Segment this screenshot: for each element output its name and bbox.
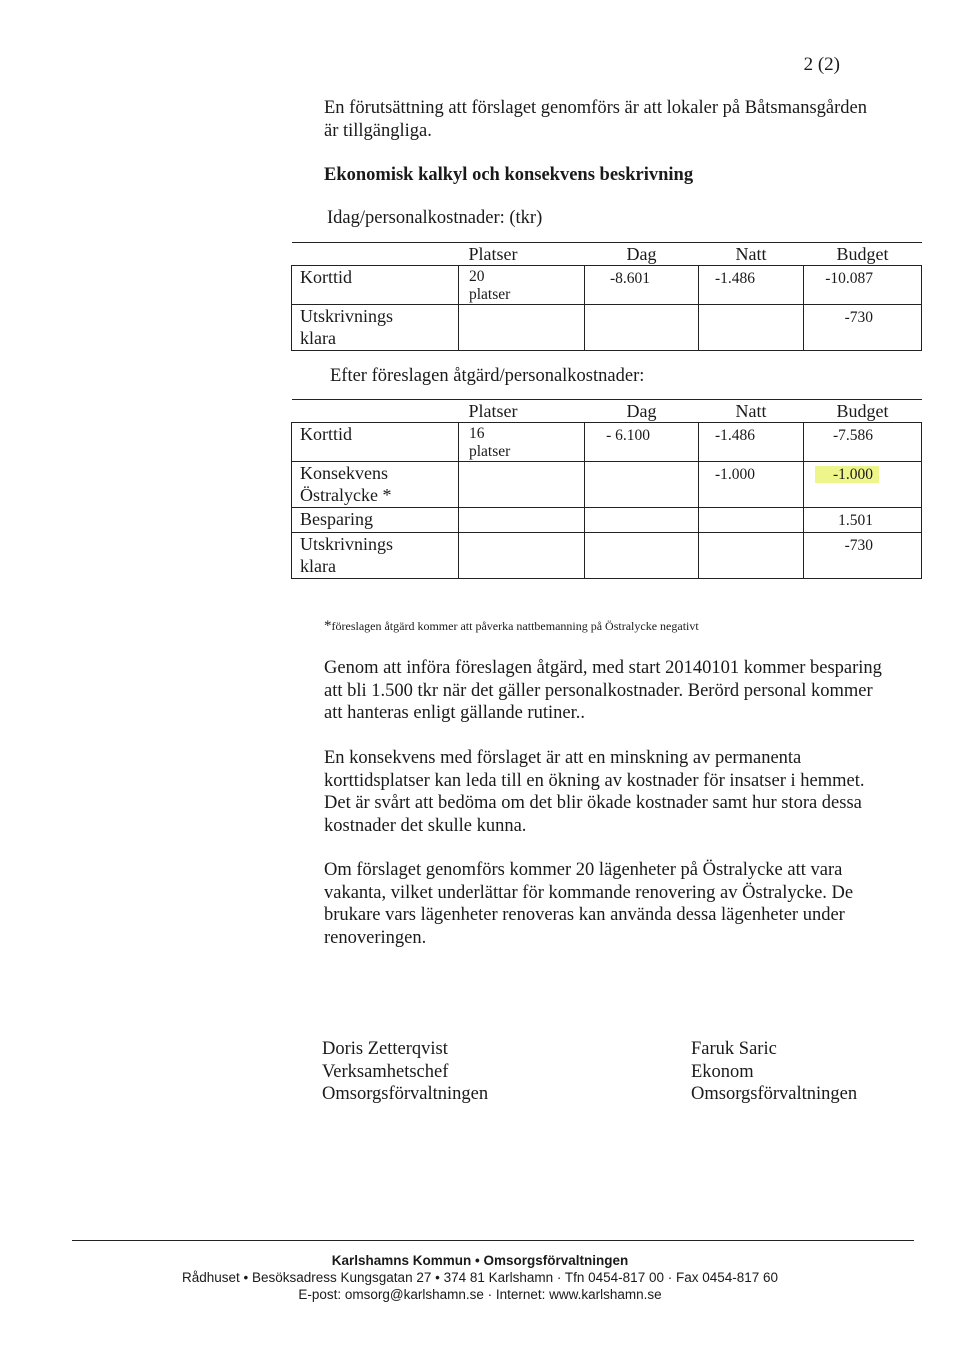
budget-value: -10.087 [804,266,922,305]
budget-value: -7.586 [804,423,922,462]
signature-org: Omsorgsförvaltningen [691,1084,858,1104]
table1-header-empty [292,243,459,266]
empty-cell [699,533,804,579]
table-current-costs [291,242,922,351]
row-label-line2: klara [300,328,336,348]
table2-header-dag: Dag [585,400,699,423]
table-row [292,533,922,579]
platser-unit: platser [469,443,511,460]
signature-title: Ekonom [691,1061,754,1082]
platser-number: 20 [469,268,485,285]
empty-cell [459,533,585,579]
platser-unit: platser [469,286,511,303]
signature-left [322,1038,488,1106]
empty-cell [585,305,699,351]
footnote-star: * [324,618,332,634]
row-label-line1: Konsekvens [300,463,388,483]
dag-value: - 6.100 [585,423,699,462]
section-heading: Ekonomisk kalkyl och konsekvens beskrivning [324,165,694,185]
footer [0,1252,960,1303]
paragraph-consequence: En konsekvens med förslaget är att en minskning av permanenta korttidsplatser kan leda till en ökning av kostnader för insatser i hemmet. Det är svårt att bedöma om det blir ökade kostnader samt hur stora dessa kostnader det skulle kunna. [324,748,865,836]
signature-right [691,1038,857,1106]
table2-header-platser: Platser [459,400,585,423]
table2-title: Efter föreslagen åtgärd/personalkostnader: [330,366,645,386]
empty-cell [459,508,585,533]
budget-value: 1.501 [804,508,922,533]
table-after-costs [291,399,922,579]
table1-header-natt: Natt [699,243,804,266]
signature-title: Verksamhetschef [322,1061,449,1082]
table-row [292,266,922,305]
row-label [292,305,459,351]
platser-cell [459,423,585,462]
intro-paragraph: En förutsättning att förslaget genomförs är att lokaler på Båtsmansgården är tillgängliga. [324,98,868,141]
footer-address: Rådhuset • Besöksadress Kungsgatan 27 • 374 81 Karlshamn · Tfn 0454-817 00 · Fax 0454-817 60 [181,1270,779,1285]
natt-value: -1.486 [699,423,804,462]
row-label-line2: klara [300,556,336,576]
dag-value: -8.601 [585,266,699,305]
row-label [292,533,459,579]
natt-value: -1.000 [699,462,804,508]
table1-header-dag: Dag [585,243,699,266]
empty-cell [699,305,804,351]
platser-cell [459,266,585,305]
empty-cell [459,462,585,508]
signature-org: Omsorgsförvaltningen [322,1084,489,1104]
empty-cell [585,508,699,533]
budget-value: -730 [804,305,922,351]
footer-contact: E-post: omsorg@karlshamn.se · Internet: www.karlshamn.se [298,1287,662,1302]
table2-header-natt: Natt [699,400,804,423]
footnote-text: föreslagen åtgärd kommer att påverka nattbemanning på Östralycke negativt [331,619,699,633]
empty-cell [585,462,699,508]
table2-header-row [292,400,922,423]
page-number: 2 (2) [803,54,840,75]
table-row [292,423,922,462]
table1-title: Idag/personalkostnader: (tkr) [327,208,543,228]
row-label-line1: Utskrivnings [300,534,394,554]
footer-organization: Karlshamns Kommun • Omsorgsförvaltningen [331,1253,629,1268]
footer-divider [72,1240,914,1241]
table2-header-empty [292,400,459,423]
row-label [292,462,459,508]
table1-header-budget: Budget [804,243,922,266]
signature-name: Doris Zetterqvist [322,1039,448,1059]
paragraph-savings: Genom att införa föreslagen åtgärd, med start 20140101 kommer besparing att bli 1.500 tkr när det gäller personalkostnader. Berörd personal kommer att hanteras enligt gällande rutiner.. [324,658,882,723]
empty-cell [699,508,804,533]
row-label: Korttid [292,423,459,462]
table-row [292,305,922,351]
natt-value: -1.486 [699,266,804,305]
row-label-line2: Östralycke * [300,485,392,505]
row-label-line1: Utskrivnings [300,306,394,326]
table1-header-row [292,243,922,266]
budget-value: -730 [804,533,922,579]
empty-cell [459,305,585,351]
table2-header-budget: Budget [804,400,922,423]
platser-number: 16 [469,425,485,442]
table-row [292,462,922,508]
highlighted-budget-value: -1.000 [815,466,879,483]
signature-name: Faruk Saric [691,1039,777,1059]
row-label: Besparing [292,508,459,533]
footnote [324,618,699,635]
table1-header-platser: Platser [459,243,585,266]
budget-value [804,462,922,508]
paragraph-renovation: Om förslaget genomförs kommer 20 lägenheter på Östralycke att vara vakanta, vilket underlättar för kommande renovering av Östralycke. De brukare vars lägenheter renoveras kan använda dessa lägenheter under renoveringen. [324,860,854,948]
table-row [292,508,922,533]
row-label: Korttid [292,266,459,305]
empty-cell [585,533,699,579]
